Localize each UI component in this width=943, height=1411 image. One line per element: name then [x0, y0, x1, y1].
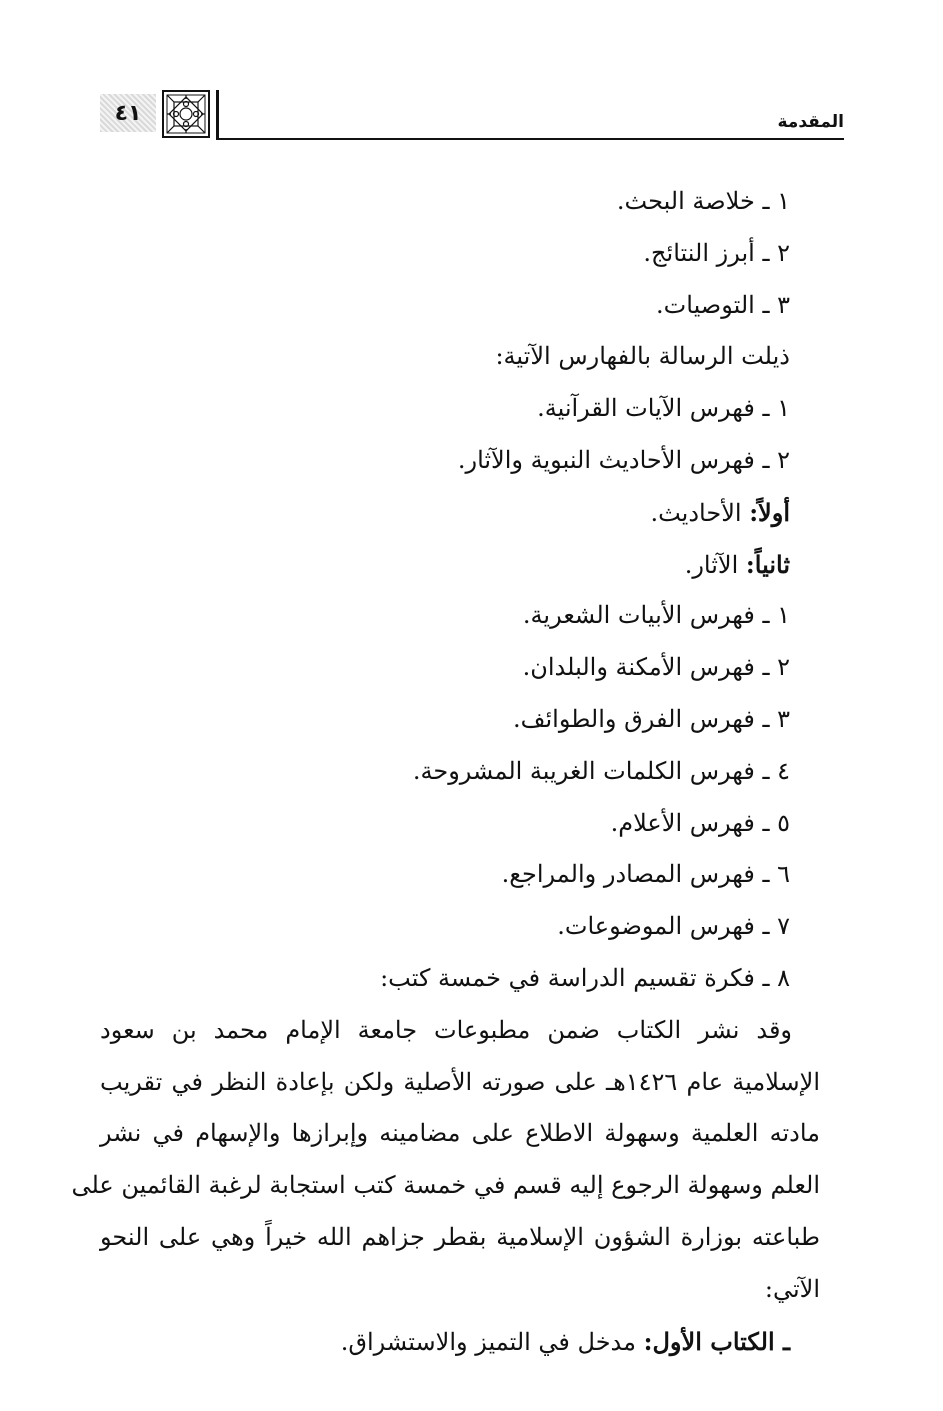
paragraph-line: طباعته بوزارة الشؤون الإسلامية بقطر جزاهم الله خيراً وهي على النحو [100, 1222, 820, 1251]
list-item: ٦ ـ فهرس المصادر والمراجع. [501, 860, 790, 889]
page-number: ٤١ [114, 100, 142, 126]
sub-heading-second [100, 539, 820, 591]
page-number-box [100, 94, 156, 132]
list-item: ١ ـ خلاصة البحث. [616, 187, 790, 215]
list-item: ١ ـ فهرس الأبيات الشعرية. [522, 601, 790, 630]
sub-heading-text: الآثار. [684, 550, 746, 579]
header-rule [218, 138, 844, 140]
book-one-text: مدخل في التميز والاستشراق. [340, 1327, 644, 1356]
list-item: ٧ ـ فهرس الموضوعات. [557, 912, 790, 941]
list-item: ٢ ـ فهرس الأحاديث النبوية والآثار. [457, 445, 790, 474]
header-vertical-rule [216, 90, 219, 140]
list-item: ١ ـ فهرس الآيات القرآنية. [537, 394, 790, 423]
list-item: ٢ ـ فهرس الأمكنة والبلدان. [522, 653, 790, 682]
sub-heading-first [100, 487, 820, 539]
list-item: ٢ ـ أبرز النتائج. [643, 238, 790, 267]
list-item: ٣ ـ فهرس الفرق والطوائف. [513, 704, 790, 733]
paragraph-line: العلم وسهولة الرجوع إليه قسم في خمسة كتب استجابة لرغبة القائمين على [71, 1171, 820, 1200]
book-one-label: ـ الكتاب الأول: [643, 1326, 790, 1356]
paragraph-line: الآتي: [764, 1274, 820, 1303]
sub-heading-label: ثانياً: [745, 549, 790, 579]
list-item: ٨ ـ فكرة تقسيم الدراسة في خمسة كتب: [380, 963, 790, 992]
ornament-icon [162, 90, 210, 138]
running-title: المقدمة [777, 112, 844, 132]
sub-heading-text: الأحاديث. [650, 498, 750, 527]
list-item: ٣ ـ التوصيات. [656, 290, 790, 319]
list-item: ٤ ـ فهرس الكلمات الغريبة المشروحة. [412, 756, 790, 785]
page-header [100, 86, 844, 146]
paragraph [71, 1005, 820, 1316]
sub-heading-label: أولاً: [749, 497, 790, 527]
list-item: ٥ ـ فهرس الأعلام. [610, 808, 790, 837]
indexes-intro: ذيلت الرسالة بالفهارس الآتية: [495, 342, 790, 371]
paragraph-line: الإسلامية عام ١٤٢٦هـ على صورته الأصلية ولكن بإعادة النظر في تقريب [100, 1067, 820, 1096]
paragraph-line: وقد نشر الكتاب ضمن مطبوعات جامعة الإمام محمد بن سعود [100, 1015, 792, 1044]
book-one-line [100, 1316, 820, 1368]
page-body [71, 176, 820, 1367]
paragraph-line: مادته العلمية وسهولة الاطلاع على مضامينه وإبرازها والإسهام في نشر [100, 1119, 820, 1148]
